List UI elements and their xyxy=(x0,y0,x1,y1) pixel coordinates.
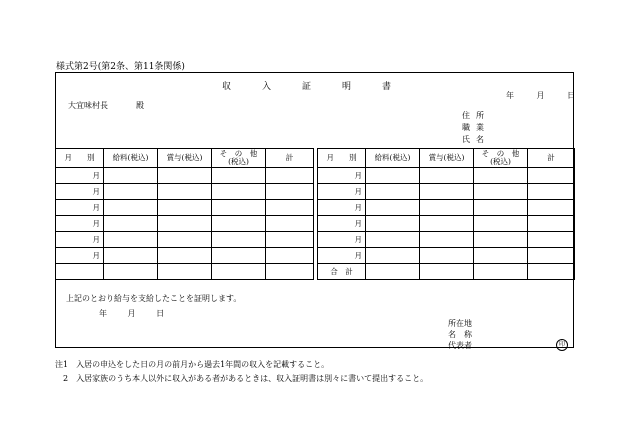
amount-cell-left[interactable] xyxy=(104,184,158,200)
applicant-fields xyxy=(462,110,490,146)
amount-cell-left[interactable] xyxy=(158,200,212,216)
amount-cell-right[interactable] xyxy=(420,232,474,248)
table-total-row xyxy=(56,264,575,280)
table-row xyxy=(56,216,575,232)
amount-cell-left[interactable] xyxy=(212,232,266,248)
amount-cell-right[interactable] xyxy=(474,232,528,248)
amount-cell-left[interactable] xyxy=(104,232,158,248)
issue-date-line: 年 月 日 xyxy=(506,91,576,100)
header-left-2: 賞与(税込) xyxy=(158,149,212,168)
header-left-1: 給料(税込) xyxy=(104,149,158,168)
month-cell-right[interactable]: 月 xyxy=(318,216,366,232)
addressee xyxy=(68,100,144,111)
month-cell-right[interactable]: 月 xyxy=(318,232,366,248)
amount-cell-left[interactable] xyxy=(212,248,266,264)
amount-cell-left[interactable] xyxy=(212,184,266,200)
month-cell-left[interactable]: 月 xyxy=(56,248,104,264)
amount-cell-left[interactable] xyxy=(158,216,212,232)
header-right-2: 賞与(税込) xyxy=(420,149,474,168)
amount-cell-right[interactable] xyxy=(528,200,575,216)
payer-fields xyxy=(448,318,472,351)
amount-cell-left[interactable] xyxy=(266,200,314,216)
table-row xyxy=(56,232,575,248)
header-right-4: 計 xyxy=(528,149,575,168)
applicant-occupation-label: 職業 xyxy=(462,123,490,132)
amount-cell-right[interactable] xyxy=(366,200,420,216)
applicant-address-label: 住所 xyxy=(462,111,490,120)
amount-cell-left[interactable] xyxy=(158,184,212,200)
amount-cell-right[interactable] xyxy=(528,184,575,200)
payer-representative-label: 代表者 xyxy=(448,341,472,350)
document-title: 収入証明書 xyxy=(221,82,422,92)
month-cell-right[interactable]: 月 xyxy=(318,200,366,216)
amount-cell-right[interactable] xyxy=(474,216,528,232)
amount-cell-left[interactable] xyxy=(212,200,266,216)
header-left-3: そ の 他 (税込) xyxy=(212,149,266,168)
amount-cell-right[interactable] xyxy=(528,216,575,232)
amount-cell-right[interactable] xyxy=(528,168,575,184)
payer-company-label: 名 称 xyxy=(448,330,472,339)
amount-cell-right[interactable] xyxy=(474,200,528,216)
total-amount-cell[interactable] xyxy=(420,264,474,280)
payer-location-label: 所在地 xyxy=(448,319,472,328)
amount-cell-left[interactable] xyxy=(158,232,212,248)
amount-cell-right[interactable] xyxy=(420,200,474,216)
amount-cell-right[interactable] xyxy=(420,248,474,264)
total-amount-cell[interactable] xyxy=(528,264,575,280)
amount-cell-left[interactable] xyxy=(212,216,266,232)
certification-statement: 上記のとおり給与を支給したことを証明します。 xyxy=(66,294,242,303)
amount-cell-left[interactable] xyxy=(266,216,314,232)
amount-cell-left[interactable] xyxy=(212,168,266,184)
month-cell-right[interactable]: 月 xyxy=(318,248,366,264)
amount-cell-left[interactable] xyxy=(104,248,158,264)
total-amount-cell[interactable] xyxy=(474,264,528,280)
header-left-4: 計 xyxy=(266,149,314,168)
notes xyxy=(55,358,428,386)
table-row xyxy=(56,248,575,264)
note-2: 2 入居家族のうち本人以外に収入がある者があるときは、収入証明書は別々に書いて提出すること。 xyxy=(55,374,429,383)
amount-cell-right[interactable] xyxy=(474,168,528,184)
amount-cell-right[interactable] xyxy=(474,248,528,264)
table-row xyxy=(56,200,575,216)
empty-cell-left[interactable] xyxy=(212,264,266,280)
seal-mark: 印 xyxy=(556,339,568,351)
empty-cell-left[interactable] xyxy=(104,264,158,280)
note-1: 注1 入居の申込をした日の月の前月から過去1年間の収入を記載すること。 xyxy=(55,360,330,369)
amount-cell-left[interactable] xyxy=(266,184,314,200)
month-cell-right[interactable]: 月 xyxy=(318,184,366,200)
amount-cell-right[interactable] xyxy=(528,248,575,264)
amount-cell-right[interactable] xyxy=(366,168,420,184)
table-header-row xyxy=(56,149,575,168)
month-cell-right[interactable]: 月 xyxy=(318,168,366,184)
empty-cell-left[interactable] xyxy=(266,264,314,280)
month-cell-left[interactable]: 月 xyxy=(56,200,104,216)
empty-cell-left[interactable] xyxy=(158,264,212,280)
header-right-0: 月 別 xyxy=(318,149,366,168)
amount-cell-left[interactable] xyxy=(104,200,158,216)
certification-date: 年 月 日 xyxy=(99,309,165,318)
income-table xyxy=(55,148,575,280)
amount-cell-left[interactable] xyxy=(266,248,314,264)
amount-cell-left[interactable] xyxy=(266,168,314,184)
amount-cell-left[interactable] xyxy=(104,168,158,184)
amount-cell-right[interactable] xyxy=(474,184,528,200)
amount-cell-right[interactable] xyxy=(366,248,420,264)
amount-cell-right[interactable] xyxy=(366,184,420,200)
amount-cell-right[interactable] xyxy=(366,216,420,232)
amount-cell-right[interactable] xyxy=(366,232,420,248)
month-cell-left[interactable]: 月 xyxy=(56,168,104,184)
total-amount-cell[interactable] xyxy=(366,264,420,280)
amount-cell-right[interactable] xyxy=(420,216,474,232)
table-row xyxy=(56,168,575,184)
month-cell-left[interactable]: 月 xyxy=(56,216,104,232)
header-right-1: 給料(税込) xyxy=(366,149,420,168)
addressee-name: 大宜味村長 xyxy=(68,101,108,110)
form-number-label: 様式第2号(第2条、第11条関係) xyxy=(56,62,185,72)
applicant-name-label: 氏名 xyxy=(462,135,490,144)
amount-cell-right[interactable] xyxy=(420,168,474,184)
month-cell-left[interactable]: 月 xyxy=(56,232,104,248)
header-right-3: そ の 他 (税込) xyxy=(474,149,528,168)
header-left-0: 月 別 xyxy=(56,149,104,168)
total-label: 合 計 xyxy=(318,264,366,280)
amount-cell-left[interactable] xyxy=(158,248,212,264)
table-row xyxy=(56,184,575,200)
amount-cell-left[interactable] xyxy=(158,168,212,184)
amount-cell-left[interactable] xyxy=(266,232,314,248)
amount-cell-right[interactable] xyxy=(528,232,575,248)
addressee-suffix: 殿 xyxy=(136,101,144,110)
amount-cell-right[interactable] xyxy=(420,184,474,200)
empty-cell-left[interactable] xyxy=(56,264,104,280)
month-cell-left[interactable]: 月 xyxy=(56,184,104,200)
amount-cell-left[interactable] xyxy=(104,216,158,232)
